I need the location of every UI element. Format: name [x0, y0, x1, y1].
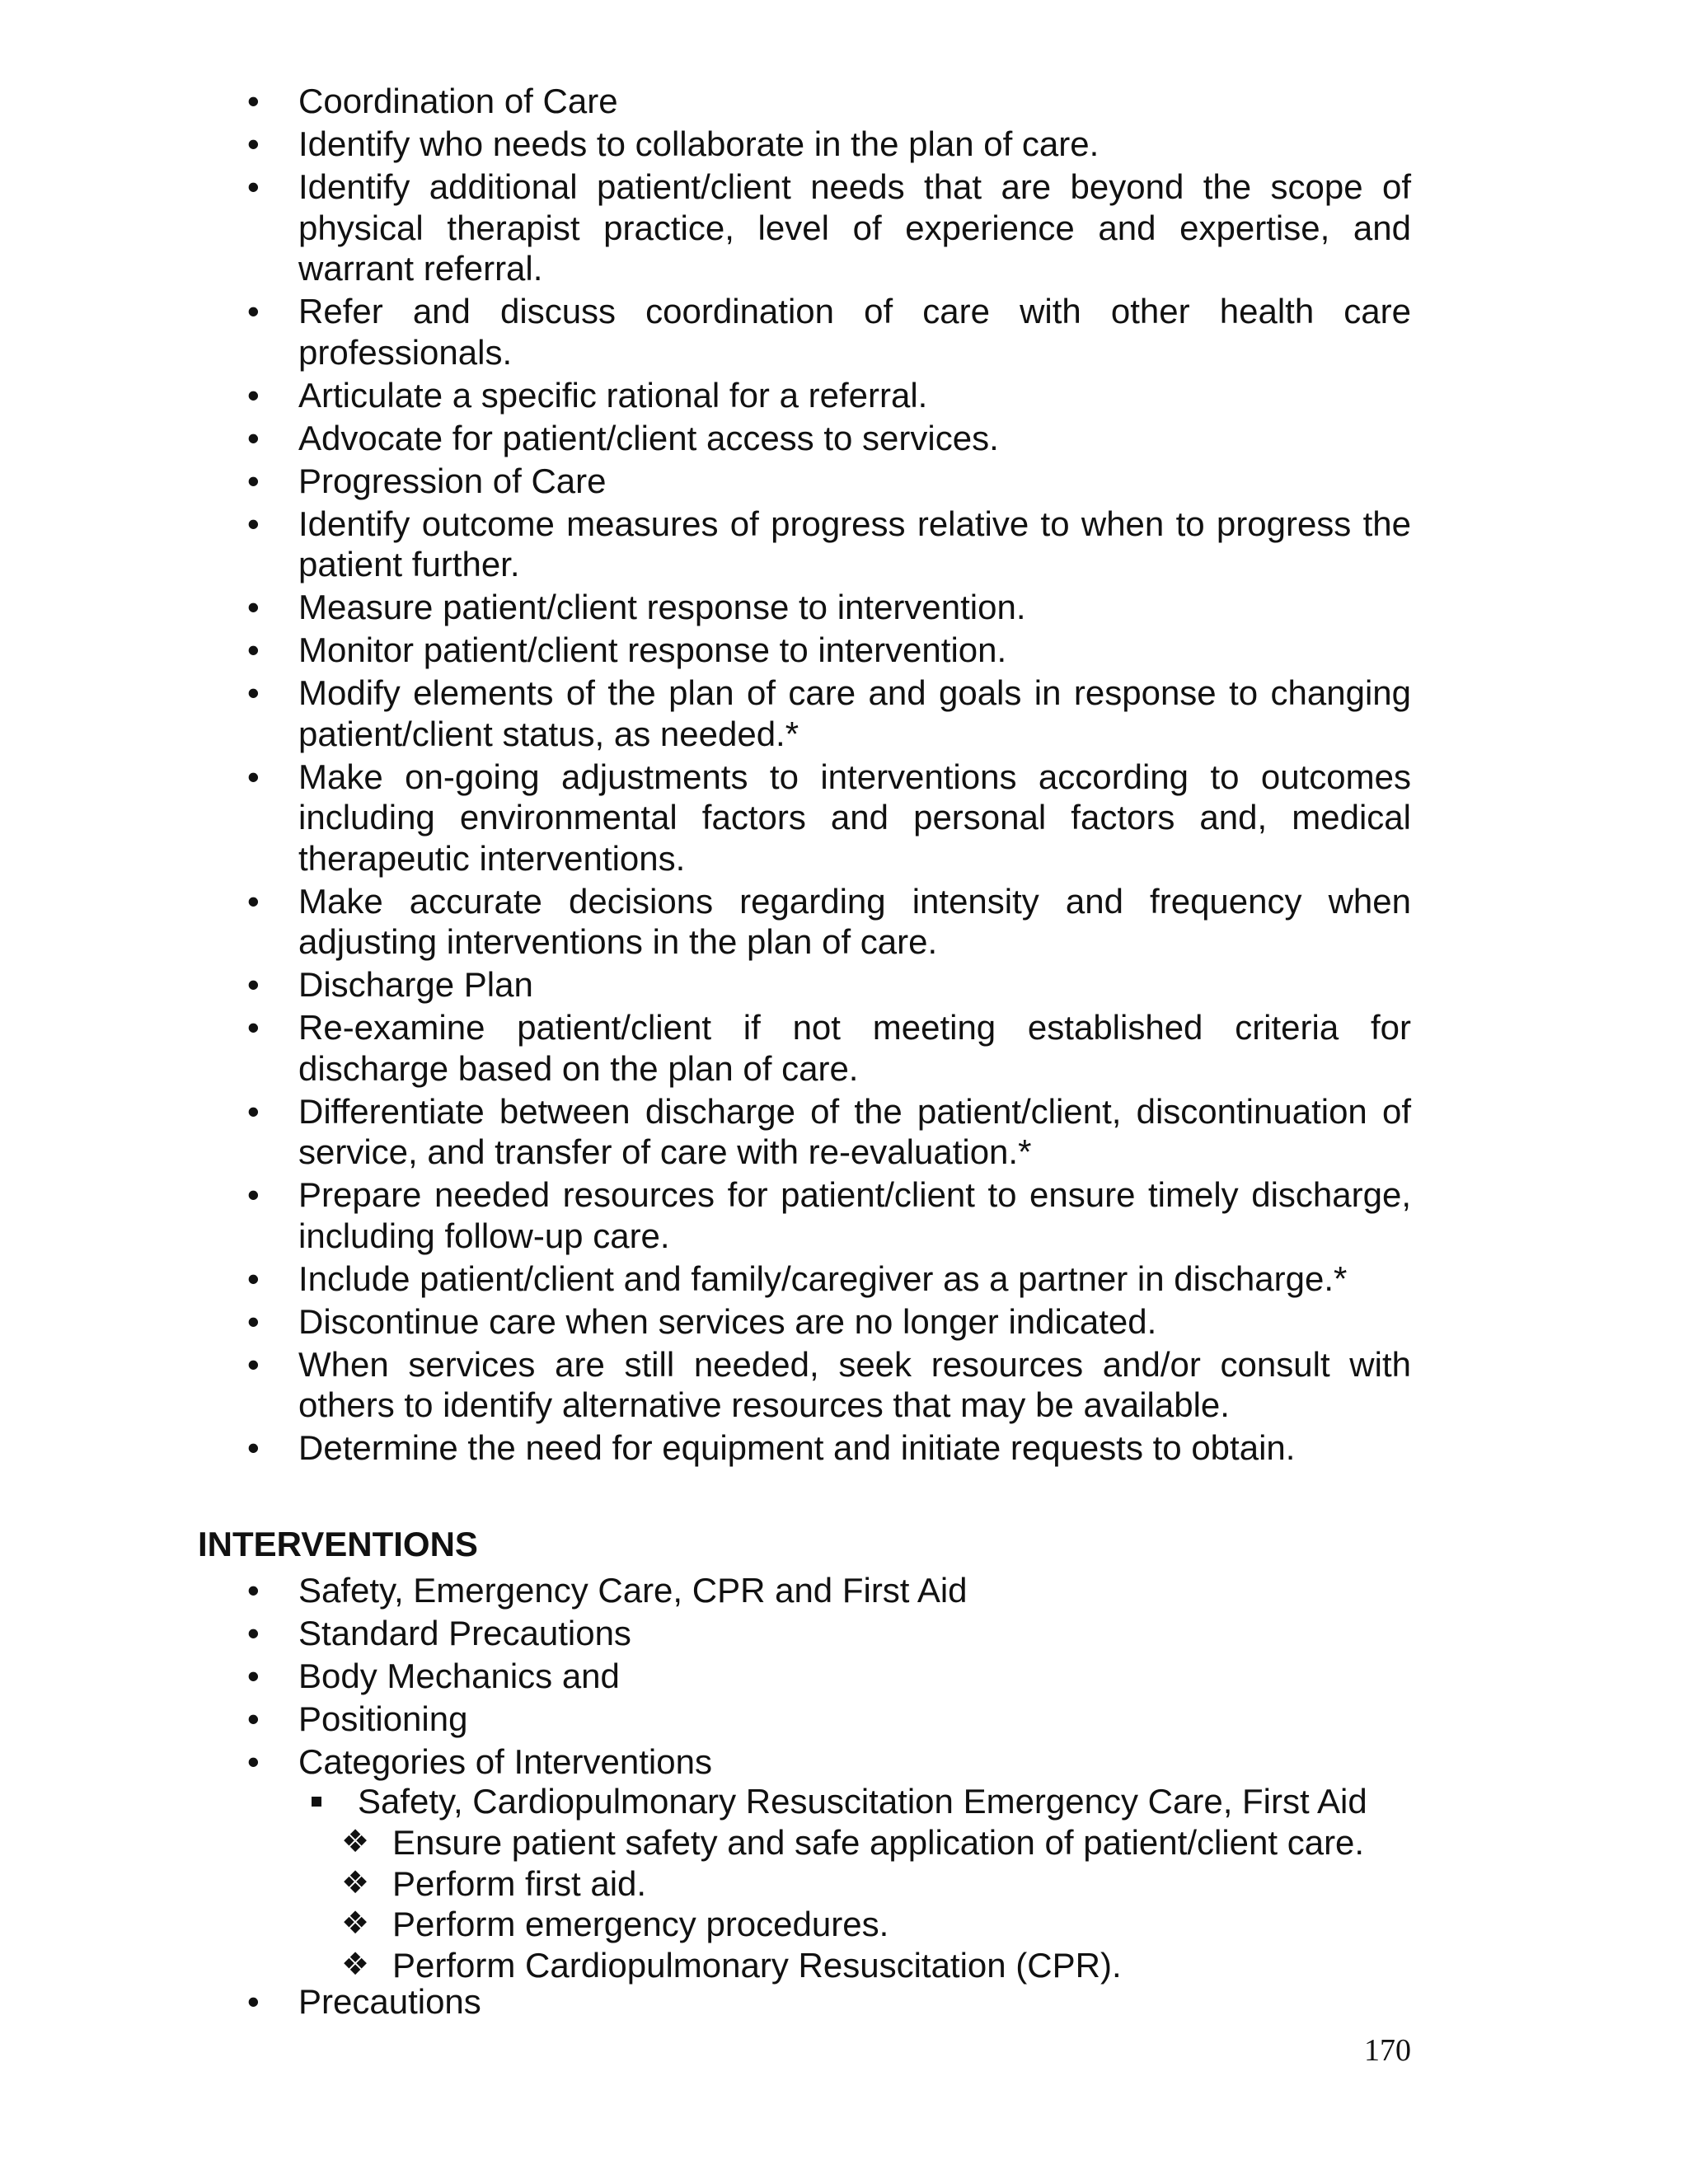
interventions-sub-sub-list: [341, 1822, 1429, 1985]
interventions-sub-list: [307, 1781, 1444, 1822]
list-item: • Identify outcome measures of progress relative to when to progress the patient further.: [247, 504, 1411, 585]
list-item: • Discharge Plan: [247, 964, 1411, 1005]
list-item: • Standard Precautions: [247, 1613, 1411, 1654]
list-item: • Safety, Emergency Care, CPR and First Aid: [247, 1570, 1411, 1611]
list-item: • Body Mechanics and: [247, 1656, 1411, 1697]
sub-sub-list-item: ❖ Ensure patient safety and safe application of patient/client care.: [341, 1822, 1429, 1863]
list-item: • Identify additional patient/client needs that are beyond the scope of physical therapist practice, level of experience and expertise, and warrant referral.: [247, 166, 1411, 289]
list-item: • Identify who needs to collaborate in the plan of care.: [247, 124, 1411, 165]
sub-sub-list-item: ❖ Perform first aid.: [341, 1863, 1429, 1905]
list-item: • Advocate for patient/client access to services.: [247, 418, 1411, 459]
list-item: • Coordination of Care: [247, 81, 1411, 122]
precautions-bullet-list: [247, 1981, 1411, 2024]
list-item: • Discontinue care when services are no longer indicated.: [247, 1301, 1411, 1343]
list-item: • Precautions: [247, 1981, 1411, 2022]
list-item: • Make accurate decisions regarding intensity and frequency when adjusting interventions in the plan of care.: [247, 881, 1411, 963]
list-item: • Make on-going adjustments to interventions according to outcomes including environmental factors and personal factors and, medical therapeutic interventions.: [247, 757, 1411, 879]
list-item: • Re-examine patient/client if not meeting established criteria for discharge based on the plan of care.: [247, 1007, 1411, 1089]
list-item: • Monitor patient/client response to intervention.: [247, 630, 1411, 671]
interventions-bullet-list: [247, 1570, 1411, 1784]
list-item: • When services are still needed, seek resources and/or consult with others to identify alternative resources that may be available.: [247, 1344, 1411, 1426]
page-number: 170: [1364, 2033, 1411, 2068]
list-item: • Modify elements of the plan of care and goals in response to changing patient/client status, as needed.*: [247, 673, 1411, 754]
list-item: • Prepare needed resources for patient/client to ensure timely discharge, including follow-up care.: [247, 1174, 1411, 1256]
sub-sub-list-item: ❖ Perform Cardiopulmonary Resuscitation (CPR).: [341, 1945, 1429, 1986]
list-item: • Refer and discuss coordination of care with other health care professionals.: [247, 291, 1411, 373]
sub-sub-list-item: ❖ Perform emergency procedures.: [341, 1904, 1429, 1945]
sub-list-item: Safety, Cardiopulmonary Resuscitation Emergency Care, First Aid: [307, 1781, 1444, 1822]
list-item: • Articulate a specific rational for a referral.: [247, 375, 1411, 416]
care-bullet-list: [247, 81, 1411, 1470]
list-item: • Measure patient/client response to intervention.: [247, 587, 1411, 628]
list-item: • Categories of Interventions: [247, 1741, 1411, 1783]
list-item: • Determine the need for equipment and initiate requests to obtain.: [247, 1427, 1411, 1469]
list-item: • Include patient/client and family/caregiver as a partner in discharge.*: [247, 1258, 1411, 1300]
section-heading: INTERVENTIONS: [198, 1525, 478, 1563]
list-item: • Differentiate between discharge of the patient/client, discontinuation of service, and transfer of care with re-evaluation.*: [247, 1091, 1411, 1173]
list-item: • Progression of Care: [247, 461, 1411, 502]
list-item: • Positioning: [247, 1699, 1411, 1740]
